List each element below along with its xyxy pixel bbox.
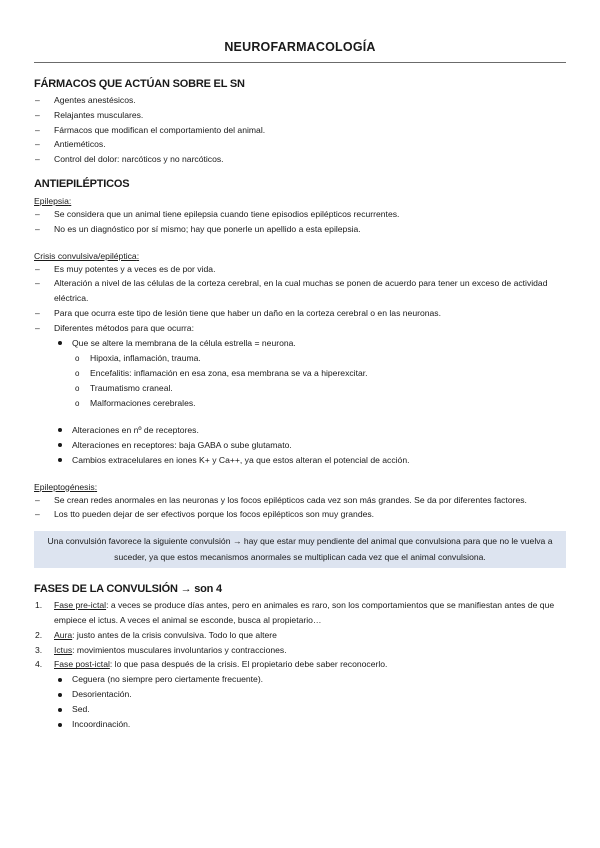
phase-term: Fase post-ictal — [54, 659, 110, 670]
list-item: – Es muy potentes y a veces es de por vida. — [34, 262, 566, 277]
list-item: – Los tto pueden dejar de ser efectivos porque los focos epilépticos son muy grandes. — [34, 507, 566, 522]
list-item: Ceguera (no siempre pero ciertamente frecuente). — [34, 672, 566, 687]
crisis-bullets — [34, 336, 566, 351]
subheading-epilepsia — [34, 195, 566, 207]
title-divider — [34, 62, 566, 63]
list-item: – Agentes anestésicos. — [34, 93, 566, 108]
list-item: – Control del dolor: narcóticos y no narcóticos. — [34, 152, 566, 167]
phase-item — [34, 643, 566, 658]
list-item: Que se altere la membrana de la célula estrella = neurona. — [34, 336, 566, 351]
subheading-colon: : — [136, 250, 140, 261]
list-item: Incoordinación. — [34, 717, 566, 732]
list-item: Cambios extracelulares en iones K+ y Ca++, ya que estos alteran el potencial de acción. — [34, 453, 566, 468]
list-item: – Alteración a nivel de las células de la corteza cerebral, en la cual muchas se ponen de acuerdo para tener un exceso de actividad eléctrica. — [34, 276, 566, 306]
list-item: – Antieméticos. — [34, 137, 566, 152]
crisis-list — [34, 262, 566, 336]
phase-text: : a veces se produce días antes, pero en animales es raro, son los comportamientos que se manifiestan antes de que empiece el ictus. A veces el animal se esconde, busca al propietario… — [54, 600, 555, 625]
phase-number: 4. — [35, 659, 43, 670]
list-item: Alteraciones en receptores: baja GABA o sube glutamato. — [34, 438, 566, 453]
list-item: – Se crean redes anormales en las neuronas y los focos epilépticos cada vez son más grandes. Se da por diferentes factores. — [34, 493, 566, 508]
list-item: Alteraciones en nº de receptores. — [34, 423, 566, 438]
phase-item — [34, 657, 566, 672]
farmacos-list — [34, 93, 566, 167]
phase-item — [34, 598, 566, 628]
list-item: – Fármacos que modifican el comportamiento del animal. — [34, 123, 566, 138]
phase-term: Ictus — [54, 644, 73, 655]
phase-number: 1. — [35, 600, 43, 611]
list-item: Desorientación. — [34, 687, 566, 702]
crisis-sub-items — [34, 351, 566, 411]
subheading-label: Epilepsia — [34, 195, 69, 206]
post-ictal-signs — [34, 672, 566, 732]
list-item: o Malformaciones cerebrales. — [34, 396, 566, 411]
phase-text: : movimientos musculares involuntarios y contracciones. — [72, 644, 287, 655]
list-item: – Para que ocurra este tipo de lesión tiene que haber un daño en la corteza cerebral o en las neuronas. — [34, 306, 566, 321]
epilepsia-list — [34, 207, 566, 237]
phase-text: : justo antes de la crisis convulsiva. Todo lo que altere — [72, 629, 277, 640]
list-item: o Traumatismo craneal. — [34, 381, 566, 396]
list-item: Sed. — [34, 702, 566, 717]
phase-term: Aura — [54, 629, 73, 640]
list-item: o Hipoxia, inflamación, trauma. — [34, 351, 566, 366]
subheading-colon: : — [68, 195, 72, 206]
heading-fases: FASES DE LA CONVULSIÓN → son 4 — [34, 583, 222, 596]
phase-term: Fase pre-ictal — [54, 600, 107, 611]
phase-number: 2. — [35, 629, 43, 640]
document-title: NEUROFARMACOLOGÍA — [224, 40, 376, 54]
subheading-label: Epileptogénesis — [34, 481, 95, 492]
list-item: – Diferentes métodos para que ocurra: — [34, 321, 566, 336]
phase-text: : lo que pasa después de la crisis. El propietario debe saber reconocerlo. — [109, 659, 388, 670]
list-item: – Se considera que un animal tiene epilepsia cuando tiene episodios epilépticos recurrentes. — [34, 207, 566, 222]
subheading-label: Crisis convulsiva/epiléptica — [34, 250, 137, 261]
fases-list — [34, 598, 566, 672]
crisis-more-bullets — [34, 423, 566, 468]
subheading-crisis — [34, 250, 566, 262]
heading-farmacos: FÁRMACOS QUE ACTÚAN SOBRE EL SN — [34, 78, 245, 90]
epileptogenesis-list — [34, 493, 566, 523]
subheading-epileptogenesis — [34, 481, 566, 493]
list-item: – No es un diagnóstico por sí mismo; hay que ponerle un apellido a esta epilepsia. — [34, 222, 566, 237]
spacer — [34, 411, 566, 423]
phase-number: 3. — [35, 644, 43, 655]
subheading-colon: : — [94, 481, 98, 492]
heading-antiepilepticos: ANTIEPILÉPTICOS — [34, 177, 130, 190]
highlight-callout: Una convulsión favorece la siguiente convulsión → hay que estar muy pendiente del animal que convulsiona para que no le vuelva a suceder, ya que estos mecanismos anormales se multiplican cada vez que el animal convulsiona. — [34, 531, 566, 568]
list-item: – Relajantes musculares. — [34, 108, 566, 123]
list-item: o Encefalitis: inflamación en esa zona, esa membrana se va a hiperexcitar. — [34, 366, 566, 381]
phase-item — [34, 628, 566, 643]
